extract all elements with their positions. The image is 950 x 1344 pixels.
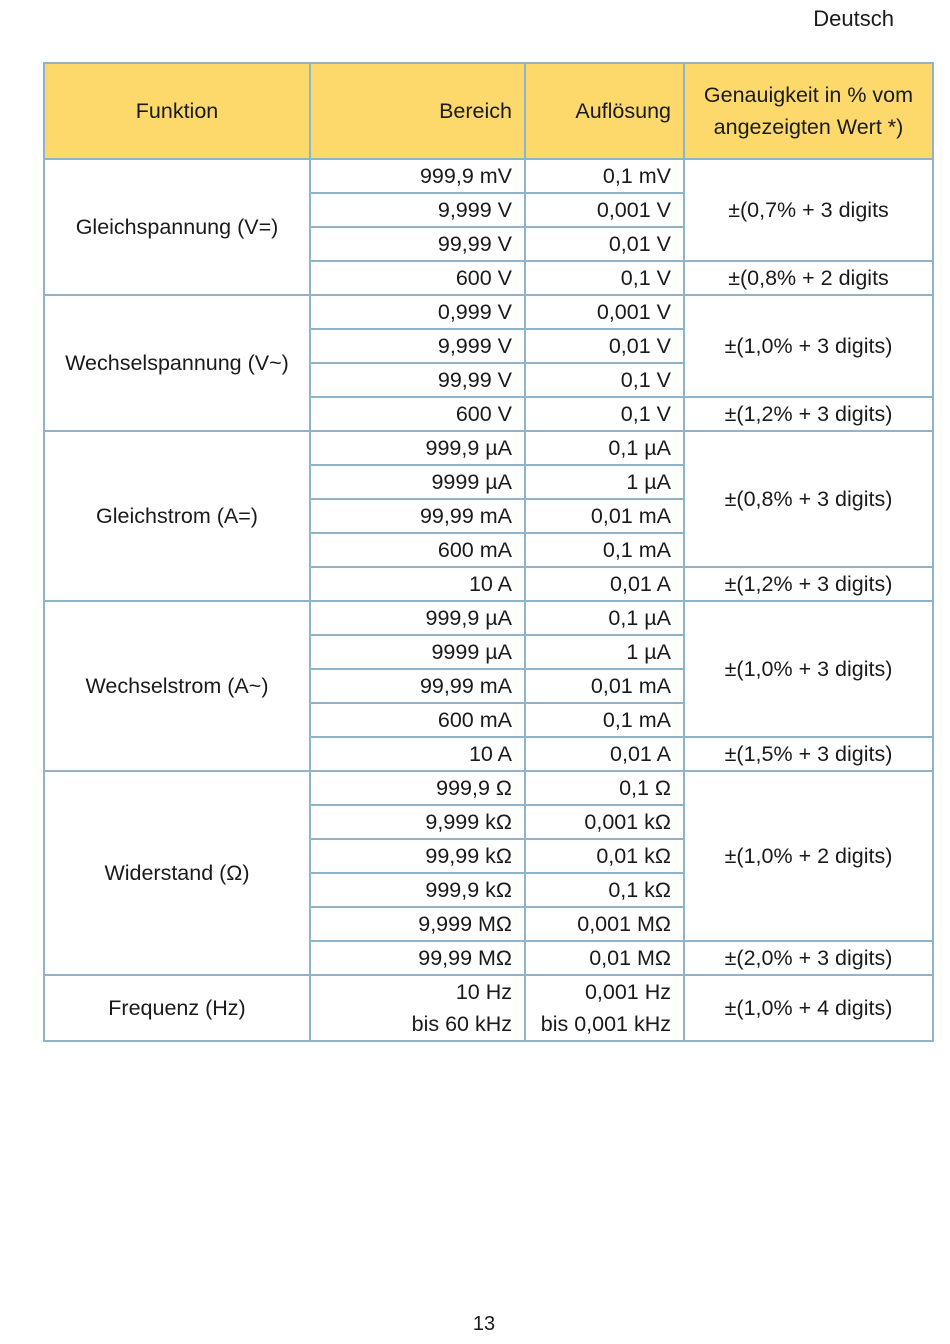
table-row: [44, 295, 933, 329]
function-cell: Widerstand (Ω): [44, 771, 310, 975]
range-cell: 999,9 mV: [310, 159, 525, 193]
resolution-cell: 0,001 V: [525, 295, 684, 329]
range-cell: 99,99 V: [310, 227, 525, 261]
range-cell: 10 Hz bis 60 kHz: [310, 975, 525, 1041]
table-row: [44, 431, 933, 465]
accuracy-cell: ±(1,2% + 3 digits): [684, 567, 933, 601]
resolution-cell: 0,01 kΩ: [525, 839, 684, 873]
resolution-cell: 0,1 mA: [525, 703, 684, 737]
range-cell: 9999 µA: [310, 635, 525, 669]
range-cell: 10 A: [310, 567, 525, 601]
resolution-cell: 0,01 A: [525, 567, 684, 601]
header-row: [44, 63, 933, 159]
resolution-cell: 0,1 V: [525, 397, 684, 431]
range-cell: 9,999 V: [310, 193, 525, 227]
resolution-cell: 0,01 mA: [525, 669, 684, 703]
resolution-cell: 0,1 mA: [525, 533, 684, 567]
range-cell: 99,99 MΩ: [310, 941, 525, 975]
resolution-cell: 0,1 µA: [525, 601, 684, 635]
accuracy-cell: ±(1,0% + 3 digits): [684, 295, 933, 397]
accuracy-cell: ±(0,7% + 3 digits: [684, 159, 933, 261]
range-cell: 99,99 V: [310, 363, 525, 397]
range-cell: 10 A: [310, 737, 525, 771]
range-cell: 999,9 kΩ: [310, 873, 525, 907]
range-cell: 99,99 mA: [310, 499, 525, 533]
header-range: Bereich: [310, 63, 525, 159]
accuracy-cell: ±(1,2% + 3 digits): [684, 397, 933, 431]
spec-table: [43, 62, 934, 1042]
accuracy-cell: ±(0,8% + 3 digits): [684, 431, 933, 567]
range-cell: 600 V: [310, 397, 525, 431]
resolution-cell: 0,1 V: [525, 261, 684, 295]
resolution-cell: 0,01 V: [525, 227, 684, 261]
resolution-cell: 0,001 Hz bis 0,001 kHz: [525, 975, 684, 1041]
function-cell: Wechselstrom (A~): [44, 601, 310, 771]
range-cell: 600 mA: [310, 533, 525, 567]
function-cell: Gleichspannung (V=): [44, 159, 310, 295]
range-cell: 9,999 MΩ: [310, 907, 525, 941]
table-row: [44, 771, 933, 805]
accuracy-cell: ±(1,0% + 2 digits): [684, 771, 933, 941]
accuracy-cell: ±(0,8% + 2 digits: [684, 261, 933, 295]
header-resolution: Auflösung: [525, 63, 684, 159]
range-cell: 0,999 V: [310, 295, 525, 329]
resolution-cell: 1 µA: [525, 465, 684, 499]
range-cell: 9999 µA: [310, 465, 525, 499]
resolution-cell: 0,01 V: [525, 329, 684, 363]
function-cell: Gleichstrom (A=): [44, 431, 310, 601]
range-cell: 999,9 µA: [310, 601, 525, 635]
resolution-cell: 0,001 MΩ: [525, 907, 684, 941]
resolution-cell: 0,1 kΩ: [525, 873, 684, 907]
table-row: [44, 975, 933, 1041]
page-number: 13: [472, 1313, 496, 1335]
accuracy-cell: ±(1,5% + 3 digits): [684, 737, 933, 771]
accuracy-cell: ±(2,0% + 3 digits): [684, 941, 933, 975]
function-cell: Frequenz (Hz): [44, 975, 310, 1041]
range-cell: 600 mA: [310, 703, 525, 737]
resolution-cell: 0,01 mA: [525, 499, 684, 533]
resolution-cell: 0,1 Ω: [525, 771, 684, 805]
function-cell: Wechselspannung (V~): [44, 295, 310, 431]
range-cell: 99,99 kΩ: [310, 839, 525, 873]
range-cell: 600 V: [310, 261, 525, 295]
table-row: [44, 601, 933, 635]
range-cell: 9,999 kΩ: [310, 805, 525, 839]
resolution-cell: 0,1 V: [525, 363, 684, 397]
resolution-cell: 0,1 mV: [525, 159, 684, 193]
resolution-cell: 1 µA: [525, 635, 684, 669]
accuracy-cell: ±(1,0% + 3 digits): [684, 601, 933, 737]
resolution-cell: 0,01 MΩ: [525, 941, 684, 975]
accuracy-cell: ±(1,0% + 4 digits): [684, 975, 933, 1041]
resolution-cell: 0,001 V: [525, 193, 684, 227]
resolution-cell: 0,1 µA: [525, 431, 684, 465]
table-row: [44, 159, 933, 193]
resolution-cell: 0,001 kΩ: [525, 805, 684, 839]
language-label: Deutsch: [813, 6, 894, 31]
range-cell: 99,99 mA: [310, 669, 525, 703]
range-cell: 999,9 µA: [310, 431, 525, 465]
header-function: Funktion: [44, 63, 310, 159]
header-accuracy: Genauigkeit in % vom angezeigten Wert *): [684, 63, 933, 159]
range-cell: 9,999 V: [310, 329, 525, 363]
range-cell: 999,9 Ω: [310, 771, 525, 805]
resolution-cell: 0,01 A: [525, 737, 684, 771]
